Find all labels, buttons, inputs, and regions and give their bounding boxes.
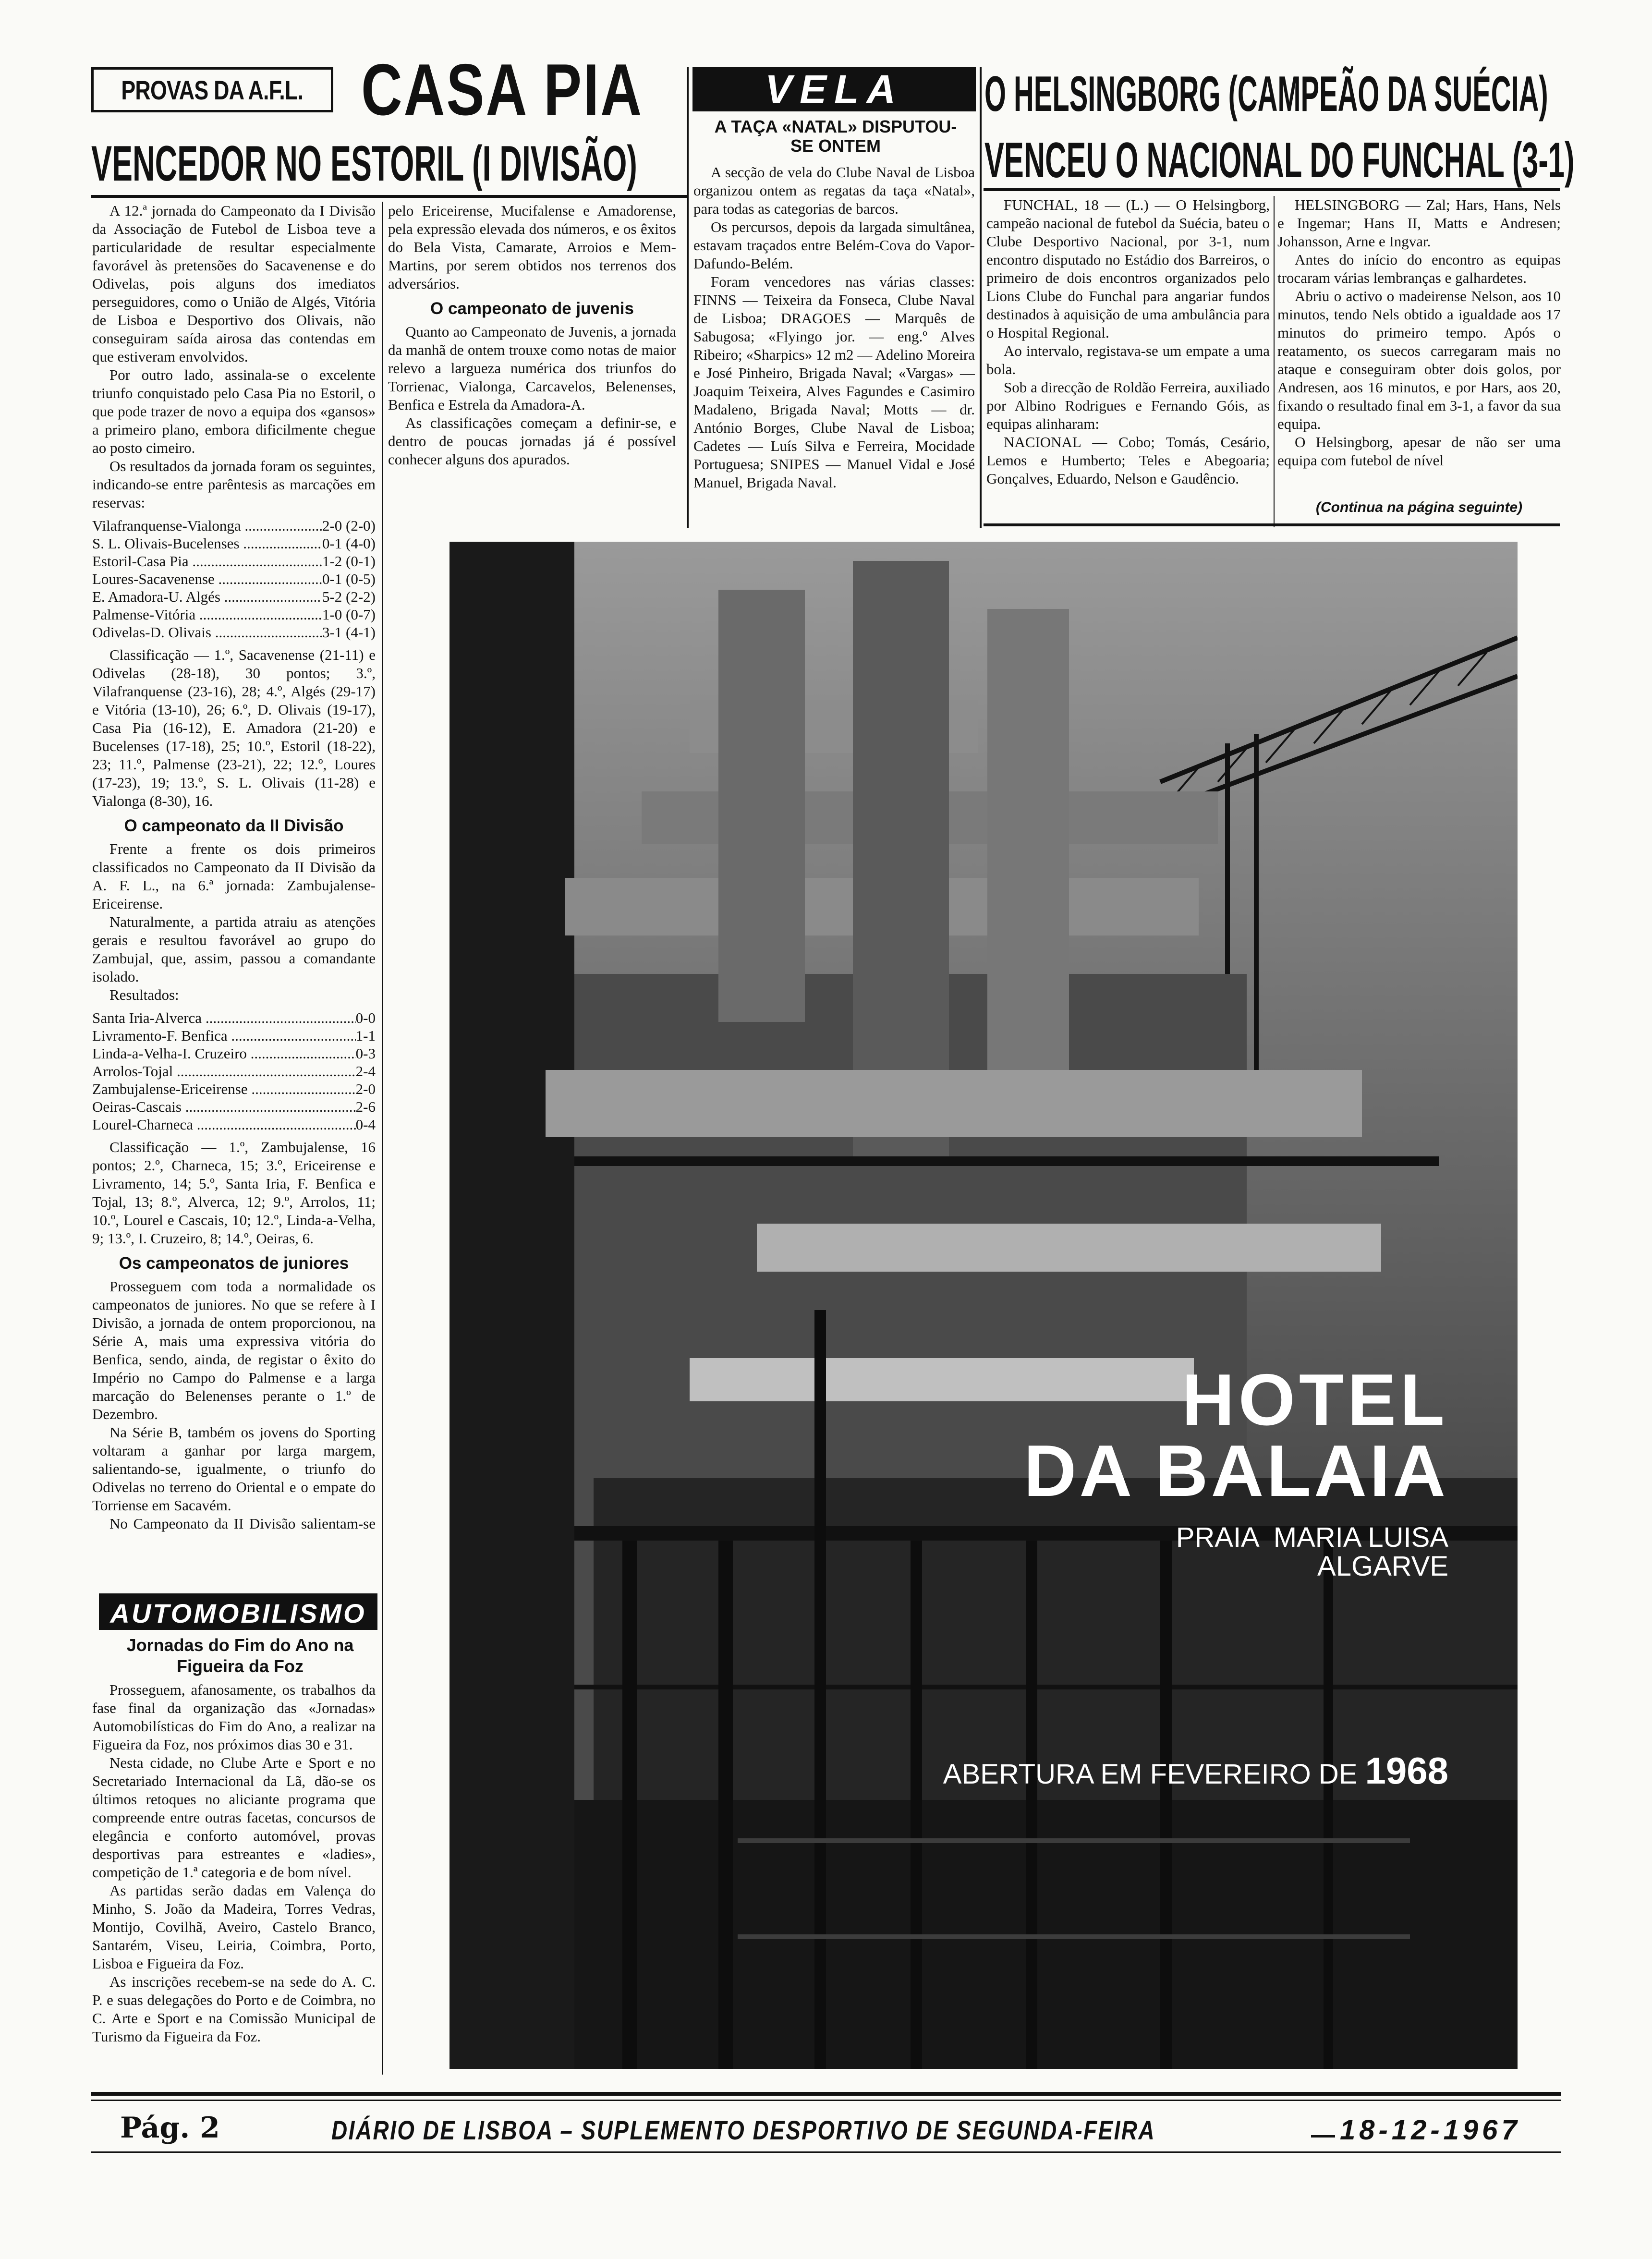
footer-page-number: Pág. 2 — [120, 2111, 220, 2145]
result-row: E. Amadora-U. Algés ..... 5-2 (2-2) — [92, 588, 376, 606]
vela-heading: A TAÇA «NATAL» DISPUTOU-SE ONTEM — [714, 117, 957, 156]
automobilismo-heading: Jornadas do Fim do Ano na Figueira da Foz — [126, 1635, 354, 1676]
afl-intro-1: A 12.ª jornada do Campeonato da I Divisão da Associação de Futebol de Lisboa teve a particularidade de resultar especialmente favorável às pretensões do Sacavenense e do Odivelas, pois alguns dos imediatos perseguidores, como o União de Algés, Vitória de Lisboa e Desportivo dos Olivais, não conseguiram saída airosa das contendas em que estiveram envolvidos. — [92, 202, 376, 365]
classification-div1: Classificação — 1.º, Sacavenense (21-11) e Odivelas (28-18), 30 pontos; 3.º, Vilafranquense (23-16), 28; 4.º, Algés (29-17) e Vitória (13-10), 26; 6.º, D. Olivais (19-17), Casa Pia (16-12), E. Amadora (21-20) e Bucelenses (17-18), 25; 10.º, Estoril (18-22), 23; 11.º, Palmense (23-21), 22; 12.º, Loures (17-23), 19; 13.º, S. L. Olivais (11-28) e Vialonga (8-30), 16. — [92, 646, 376, 809]
hotel-location-1: PRAIA MARIA LUISA — [1176, 1522, 1448, 1553]
div2-text-2: Naturalmente, a partida atraiu as atenções gerais e resultou favorável ao grupo do Zambujal, que, assim, passou a comandante isolado. — [92, 913, 376, 985]
casa-pia-title: CASA PIA — [361, 49, 644, 131]
left-column — [92, 202, 376, 1532]
div2-text-1: Frente a frente os dois primeiros classificados no Campeonato da II Divisão da A. F. L., na 6.ª jornada: Zambujalense-Ericeirense. — [92, 840, 376, 912]
helsingborg-col1-1: FUNCHAL, 18 — (L.) — O Helsingborg, campeão nacional de futebol da Suécia, bateu o Clube Desportivo Nacional, por 3-1, num encontro disputado no Estádio dos Barreiros, o primeiro de dois encontros organizados pelo Lions Clube do Funchal para angariar fundos destinados à aquisição de uma ambulância para o Hospital Regional. — [986, 196, 1270, 341]
helsingborg-bottom-rule — [984, 523, 1560, 526]
middle-column — [388, 202, 676, 528]
helsingborg-subtitle: VENCEU O NACIONAL DO FUNCHAL (3-1) — [984, 133, 1575, 188]
classification-div2: Classificação — 1.º, Zambujalense, 16 pontos; 2.º, Charneca, 15; 3.º, Ericeirense e Livramento, 14; 5.º, Santa Iria, F. Benfica e Tojal, 13; 8.º, Alverca, 12; 9.º, Arrolos, 11; 10.º, Lourel e Cascais, 10; 12.º, Linda-a-Velha, 9; 13.º, I. Cruzeiro, 8; 14.º, Oeiras, 6. — [92, 1139, 376, 1247]
helsingborg-continued: (Continua na página seguinte) — [1315, 499, 1522, 515]
middle-continued: pelo Ericeirense, Mucifalense e Amadorense, pela expressão elevada dos números, e os êxitos do Bela Vista, Camarate, Arroios e Mem-Martins, por serem obtidos nos terrenos dos adversários. — [388, 202, 676, 292]
result-row: S. L. Olivais-Bucelenses ..... 0-1 (4-0) — [92, 534, 376, 552]
afl-intro-3: Os resultados da jornada foram os seguintes, indicando-se entre parêntesis as marcações em reservas: — [92, 458, 376, 511]
hotel-title-2: DA BALAIA — [1023, 1430, 1448, 1512]
result-row: Linda-a-Velha-I. Cruzeiro ..... 0-3 — [92, 1044, 376, 1062]
helsingborg-col1-2: Ao intervalo, registava-se um empate a uma bola. — [986, 342, 1270, 377]
footer-rule-3 — [91, 2151, 1561, 2153]
hotel-title-1: HOTEL — [1181, 1359, 1448, 1441]
column-rule — [382, 202, 383, 2075]
hotel-location-2: ALGARVE — [1317, 1551, 1448, 1582]
result-row: Lourel-Charneca ..... 0-4 — [92, 1116, 376, 1133]
juniors-text-1: Prosseguem com toda a normalidade os campeonatos de juniores. No que se refere à I Divisão, a jornada de ontem proporcionou, na Série A, mais uma expressiva vitória do Benfica, sendo, ainda, de registar o êxito do Império no Campo do Palmense e a larga marcação do Belenenses perante o 1.º de Dezembro. — [92, 1278, 376, 1422]
juvenis-text-2: As classificações começam a definir-se, e dentro de poucas jornadas já é possível conhecer alguns dos apurados. — [388, 414, 676, 468]
result-row: Arrolos-Tojal ..... 2-4 — [92, 1062, 376, 1080]
casa-pia-subtitle: VENCEDOR NO ESTORIL (I DIVISÃO) — [91, 136, 637, 192]
results-div2 — [92, 1009, 376, 1133]
vela-text — [693, 163, 975, 528]
auto-text-3: As partidas serão dadas em Valença do Minho, S. João da Madeira, Torres Vedras, Montijo, Covilhã, Aveiro, Castelo Branco, Santarém, Viseu, Leiria, Coimbra, Porto, Lisboa e Figueira da Foz. — [92, 1882, 376, 1972]
vela-text-1: A secção de vela do Clube Naval de Lisboa organizou ontem as regatas da taça «Natal», para todas as categorias de barcos. — [693, 164, 975, 217]
hotel-opening-year: 1968 — [1365, 1749, 1448, 1792]
result-row: Loures-Sacavenense ..... 0-1 (0-5) — [92, 570, 376, 588]
results-div1 — [92, 517, 376, 641]
helsingborg-col2-1: HELSINGBORG — Zal; Hars, Hans, Nels e Ingemar; Hans II, Matts e Andresen; Johansson, Arne e Ingvar. — [1277, 196, 1561, 250]
afl-label: PROVAS DA A.F.L. — [121, 74, 304, 105]
vela-banner: VELA — [692, 67, 976, 111]
helsingborg-col1-3: Sob a direcção de Roldão Ferreira, auxiliado por Albino Rodrigues e Fernando Góis, as equipas alinharam: — [986, 379, 1270, 432]
hotel-photo — [449, 542, 1518, 2069]
helsingborg-col2-4: O Helsingborg, apesar de não ser uma equipa com futebol de nível — [1277, 434, 1561, 469]
result-row: Santa Iria-Alverca ..... 0-0 — [92, 1009, 376, 1027]
footer-rule-2 — [91, 2100, 1561, 2101]
helsingborg-col-rule — [1274, 196, 1275, 527]
result-row: Estoril-Casa Pia ..... 1-2 (0-1) — [92, 552, 376, 570]
juniors-text-3: No Campeonato da II Divisão salientam-se — [109, 1515, 376, 1532]
helsingborg-col2 — [1277, 196, 1561, 494]
afl-label-box — [91, 67, 333, 112]
div2-heading: O campeonato da II Divisão — [124, 816, 344, 835]
result-row: Zambujalense-Ericeirense ..... 2-0 — [92, 1080, 376, 1098]
helsingborg-col2-3: Abriu o activo o madeirense Nelson, aos 10 minutos, tendo Nels obtido a igualdade aos 17 minutos do primeiro tempo. Após o reatamento, os suecos carregaram mais no ataque e conseguiram obter dois golos, por Andresen, aos 16 minutos, e por Hars, aos 20, fixando o resultado final em 3-1, a favor da sua equipa. — [1277, 288, 1561, 432]
footer-date-dash — [1311, 2135, 1335, 2138]
auto-text-1: Prosseguem, afanosamente, os trabalhos da fase final da organização das «Jornadas» Automobilísticas do Fim do Ano, a realizar na Figueira da Foz, nos próximos dias 30 e 31. — [92, 1681, 376, 1753]
result-row: Palmense-Vitória ..... 1-0 (0-7) — [92, 606, 376, 623]
div2-text-3: Resultados: — [109, 986, 179, 1003]
vela-text-2: Os percursos, depois da largada simultânea, estavam traçados entre Belém-Cova do Vapor-Dafundo-Belém. — [693, 219, 975, 272]
result-row: Oeiras-Cascais ..... 2-6 — [92, 1098, 376, 1116]
vela-left-rule — [687, 67, 689, 528]
juvenis-text-1: Quanto ao Campeonato de Juvenis, a jornada da manhã de ontem trouxe como notas de maior relevo a largueza numérica dos triunfos do Torrienac, Vialonga, Carcavelos, Belenenses, Benfica e Estrela da Amadora-A. — [388, 323, 676, 413]
juvenis-heading: O campeonato de juvenis — [430, 299, 634, 318]
automobilismo-banner: AUTOMOBILISMO — [99, 1593, 377, 1630]
vela-right-rule — [980, 67, 982, 528]
footer-date: 18-12-1967 — [1340, 2114, 1521, 2146]
helsingborg-col1 — [986, 196, 1270, 527]
hotel-opening — [943, 1749, 1448, 1792]
left-header-rule — [91, 195, 687, 198]
auto-text-2: Nesta cidade, no Clube Arte e Sport e no Secretariado Internacional da Lã, dão-se os últimos retoques no aliciante programa que compreende entre outras facetas, concursos de elegância e conforto automóvel, provas desportivas para estreantes e «ladies», competição de 1.ª categoria e de bom nível. — [92, 1754, 376, 1881]
footer-masthead: DIÁRIO DE LISBOA – SUPLEMENTO DESPORTIVO DE SEGUNDA-FEIRA — [331, 2115, 1156, 2145]
helsingborg-title: O HELSINGBORG (CAMPEÃO DA SUÉCIA) — [984, 66, 1548, 122]
juniors-text-2: Na Série B, também os jovens do Sporting voltaram a ganhar por larga margem, salientando-se, igualmente, o triunfo do Odivelas no terreno do Oriental e o empate do Torriense em Sacavém. — [92, 1424, 376, 1514]
afl-intro-2: Por outro lado, assinala-se o excelente triunfo conquistado pelo Casa Pia no Estoril, o que pode trazer de novo a equipa dos «gansos» a primeiro plano, embora dificilmente chegue ao posto cimeiro. — [92, 366, 376, 456]
result-row: Livramento-F. Benfica ..... 1-1 — [92, 1027, 376, 1044]
result-row: Odivelas-D. Olivais ..... 3-1 (4-1) — [92, 623, 376, 641]
helsingborg-col1-4: NACIONAL — Cobo; Tomás, Cesário, Lemos e Humberto; Teles e Abegoaria; Gonçalves, Eduardo, Nelson e Gaudêncio. — [986, 434, 1270, 487]
footer-rule-1 — [91, 2092, 1561, 2096]
auto-text-4: As inscrições recebem-se na sede do A. C. P. e suas delegações do Porto e de Coimbra, no C. Arte e Sport e na Comissão Municipal de Turismo da Figueira da Foz. — [92, 1973, 376, 2045]
helsingborg-rule — [984, 188, 1560, 191]
hotel-opening-text: ABERTURA EM FEVEREIRO DE — [943, 1759, 1358, 1790]
helsingborg-col2-2: Antes do início do encontro as equipas trocaram várias lembranças e galhardetes. — [1277, 251, 1561, 286]
juniors-heading: Os campeonatos de juniores — [119, 1254, 349, 1273]
automobilismo-text — [92, 1681, 376, 2075]
vela-text-3: Foram vencedores nas várias classes: FINNS — Teixeira da Fonseca, Clube Naval de Lisboa; DRAGOES — Marquês de Sabugosa; «Flyingo jor. — eng.º Alves Ribeiro; «Sharpics» 12 m2 — Adelino Moreira e José Pinheiro, Brigada Naval; «Vargas» — Joaquim Teixeira, Alves Fagundes e Casimiro Madaleno, Brigada Naval; Motts — dr. António Borges, Clube Naval de Lisboa; Cadetes — Luís Silva e Ferreira, Mocidade Portuguesa; SNIPES — Manuel Vidal e José Manuel, Brigada Naval. — [693, 273, 975, 491]
result-row: Vilafranquense-Vialonga ..... 2-0 (2-0) — [92, 517, 376, 534]
hotel-advertisement — [449, 542, 1518, 2069]
